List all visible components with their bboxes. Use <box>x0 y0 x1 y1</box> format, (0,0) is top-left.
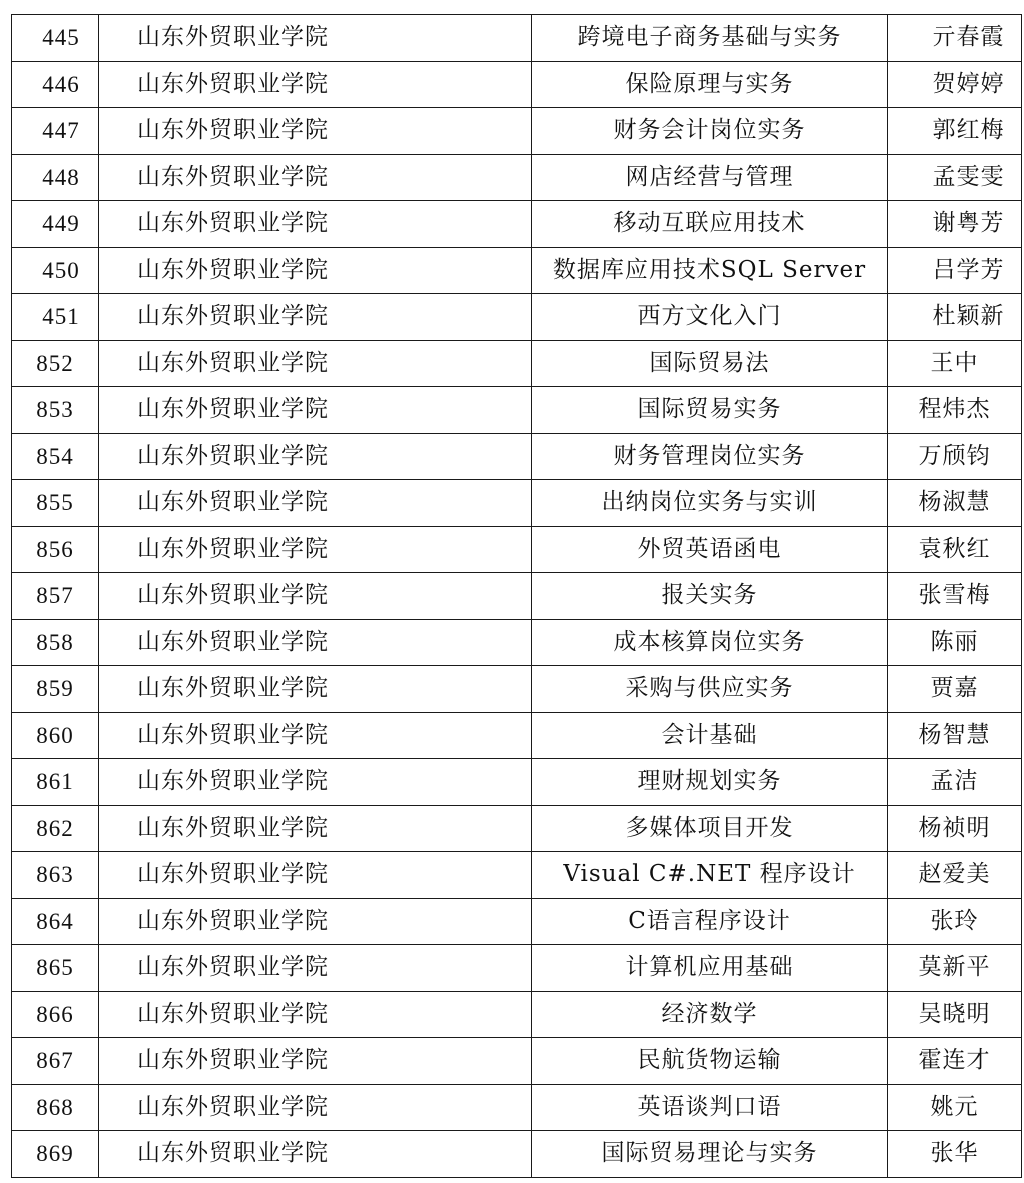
row-number-cell <box>12 1131 99 1178</box>
teacher-cell-text: 孟洁 <box>930 768 979 795</box>
teacher-cell-text: 贺婷婷 <box>932 70 1005 97</box>
school-cell-text: 山东外贸职业学院 <box>137 861 329 888</box>
row-number-cell <box>12 294 99 341</box>
school-cell <box>99 1131 532 1178</box>
row-number-cell-text: 858 <box>36 629 74 655</box>
teacher-cell <box>888 619 1022 666</box>
course-cell <box>532 898 888 945</box>
course-cell <box>532 154 888 201</box>
school-cell-text: 山东外贸职业学院 <box>137 675 329 702</box>
school-cell <box>99 480 532 527</box>
row-number-cell <box>12 945 99 992</box>
teacher-cell <box>888 480 1022 527</box>
teacher-cell-text: 陈丽 <box>930 628 979 655</box>
table-row <box>12 15 1022 62</box>
school-cell-text: 山东外贸职业学院 <box>137 70 329 97</box>
teacher-cell-text: 吴晓明 <box>918 1000 991 1027</box>
row-number-cell-text: 866 <box>36 1001 74 1027</box>
table-row <box>12 61 1022 108</box>
teacher-cell <box>888 433 1022 480</box>
row-number-cell <box>12 619 99 666</box>
school-cell-text: 山东外贸职业学院 <box>137 1093 329 1120</box>
school-cell-text: 山东外贸职业学院 <box>137 814 329 841</box>
teacher-cell-text: 贾嘉 <box>930 675 979 702</box>
teacher-cell-text: 莫新平 <box>918 954 991 981</box>
table-row <box>12 247 1022 294</box>
course-cell <box>532 666 888 713</box>
row-number-cell-text: 860 <box>36 722 74 748</box>
row-number-cell-text: 868 <box>36 1094 74 1120</box>
school-cell-text: 山东外贸职业学院 <box>137 1000 329 1027</box>
row-number-cell-text: 853 <box>36 397 74 423</box>
teacher-cell <box>888 1038 1022 1085</box>
school-cell-text: 山东外贸职业学院 <box>137 582 329 609</box>
school-cell-text: 山东外贸职业学院 <box>137 349 329 376</box>
course-cell-text: 计算机应用基础 <box>625 954 794 981</box>
course-cell-text: 成本核算岗位实务 <box>613 628 806 655</box>
course-cell <box>532 1084 888 1131</box>
teacher-cell <box>888 759 1022 806</box>
table-row <box>12 340 1022 387</box>
school-cell <box>99 1084 532 1131</box>
course-cell-text: 国际贸易法 <box>649 349 770 376</box>
school-cell <box>99 433 532 480</box>
table-row <box>12 898 1022 945</box>
course-cell <box>532 573 888 620</box>
table-row <box>12 433 1022 480</box>
school-cell <box>99 247 532 294</box>
school-cell-text: 山东外贸职业学院 <box>137 163 329 190</box>
row-number-cell <box>12 526 99 573</box>
teacher-cell <box>888 1131 1022 1178</box>
row-number-cell <box>12 1084 99 1131</box>
row-number-cell <box>12 666 99 713</box>
school-cell <box>99 340 532 387</box>
course-cell-text: 多媒体项目开发 <box>625 814 794 841</box>
teacher-cell <box>888 852 1022 899</box>
course-cell-text: 出纳岗位实务与实训 <box>601 489 818 516</box>
table-row <box>12 108 1022 155</box>
table-row <box>12 1084 1022 1131</box>
school-cell-text: 山东外贸职业学院 <box>137 256 329 283</box>
school-cell-text: 山东外贸职业学院 <box>137 117 329 144</box>
school-cell <box>99 898 532 945</box>
row-number-cell-text: 865 <box>36 955 74 981</box>
row-number-cell-text: 450 <box>42 257 80 283</box>
teacher-cell <box>888 573 1022 620</box>
row-number-cell <box>12 898 99 945</box>
course-cell <box>532 712 888 759</box>
school-cell <box>99 712 532 759</box>
teacher-cell-text: 张雪梅 <box>918 582 991 609</box>
row-number-cell <box>12 991 99 1038</box>
table-row <box>12 573 1022 620</box>
teacher-cell-text: 万颀钧 <box>918 442 991 469</box>
school-cell-text: 山东外贸职业学院 <box>137 628 329 655</box>
teacher-cell <box>888 294 1022 341</box>
course-cell-text: 国际贸易理论与实务 <box>601 1140 818 1167</box>
teacher-cell-text: 赵爱美 <box>918 861 991 888</box>
row-number-cell-text: 859 <box>36 676 74 702</box>
school-cell <box>99 201 532 248</box>
school-cell <box>99 387 532 434</box>
row-number-cell-text: 451 <box>42 304 80 330</box>
school-cell-text: 山东外贸职业学院 <box>137 442 329 469</box>
course-cell <box>532 945 888 992</box>
row-number-cell <box>12 387 99 434</box>
table-row <box>12 480 1022 527</box>
school-cell-text: 山东外贸职业学院 <box>137 768 329 795</box>
table-row <box>12 712 1022 759</box>
school-cell <box>99 666 532 713</box>
course-cell-text: Visual C#.NET 程序设计 <box>563 861 856 888</box>
teacher-cell <box>888 666 1022 713</box>
school-cell <box>99 805 532 852</box>
course-cell <box>532 852 888 899</box>
school-cell <box>99 619 532 666</box>
course-cell-text: 西方文化入门 <box>637 303 782 330</box>
school-cell-text: 山东外贸职业学院 <box>137 489 329 516</box>
row-number-cell <box>12 573 99 620</box>
course-cell-text: 理财规划实务 <box>637 768 782 795</box>
school-cell <box>99 526 532 573</box>
table-row <box>12 805 1022 852</box>
row-number-cell-text: 862 <box>36 815 74 841</box>
course-cell-text: 跨境电子商务基础与实务 <box>577 24 842 51</box>
school-cell <box>99 154 532 201</box>
teacher-cell-text: 杨智慧 <box>918 721 991 748</box>
school-cell <box>99 852 532 899</box>
row-number-cell-text: 447 <box>42 118 80 144</box>
course-cell-text: 数据库应用技术SQL Server <box>552 256 867 283</box>
course-table <box>11 14 1022 1178</box>
course-cell-text: 会计基础 <box>661 721 758 748</box>
teacher-cell-text: 亓春霞 <box>932 24 1005 51</box>
school-cell-text: 山东外贸职业学院 <box>137 24 329 51</box>
course-cell <box>532 619 888 666</box>
course-cell <box>532 108 888 155</box>
school-cell-text: 山东外贸职业学院 <box>137 303 329 330</box>
teacher-cell-text: 杜颖新 <box>932 303 1005 330</box>
school-cell <box>99 991 532 1038</box>
row-number-cell-text: 852 <box>36 350 74 376</box>
row-number-cell-text: 445 <box>42 25 80 51</box>
row-number-cell <box>12 480 99 527</box>
school-cell <box>99 61 532 108</box>
course-cell <box>532 294 888 341</box>
course-cell <box>532 759 888 806</box>
course-cell <box>532 433 888 480</box>
teacher-cell-text: 孟雯雯 <box>932 163 1005 190</box>
school-cell-text: 山东外贸职业学院 <box>137 907 329 934</box>
school-cell <box>99 15 532 62</box>
teacher-cell-text: 杨祯明 <box>918 814 991 841</box>
row-number-cell <box>12 340 99 387</box>
course-cell-text: 网店经营与管理 <box>625 163 794 190</box>
school-cell <box>99 759 532 806</box>
teacher-cell <box>888 945 1022 992</box>
row-number-cell <box>12 759 99 806</box>
table-row <box>12 294 1022 341</box>
school-cell-text: 山东外贸职业学院 <box>137 1140 329 1167</box>
teacher-cell <box>888 247 1022 294</box>
row-number-cell <box>12 108 99 155</box>
row-number-cell-text: 857 <box>36 583 74 609</box>
row-number-cell-text: 448 <box>42 164 80 190</box>
table-row <box>12 201 1022 248</box>
course-cell-text: C语言程序设计 <box>628 907 791 934</box>
teacher-cell-text: 谢粤芳 <box>932 210 1005 237</box>
row-number-cell <box>12 15 99 62</box>
row-number-cell-text: 854 <box>36 443 74 469</box>
teacher-cell <box>888 712 1022 759</box>
course-cell-text: 财务会计岗位实务 <box>613 117 806 144</box>
teacher-cell-text: 袁秋红 <box>918 535 991 562</box>
teacher-cell-text: 杨淑慧 <box>918 489 991 516</box>
table-row <box>12 945 1022 992</box>
row-number-cell-text: 449 <box>42 211 80 237</box>
teacher-cell-text: 张玲 <box>930 907 979 934</box>
course-cell-text: 经济数学 <box>661 1000 758 1027</box>
row-number-cell-text: 446 <box>42 71 80 97</box>
row-number-cell <box>12 247 99 294</box>
school-cell <box>99 573 532 620</box>
table-row <box>12 1131 1022 1178</box>
table-row <box>12 154 1022 201</box>
row-number-cell-text: 861 <box>36 769 74 795</box>
row-number-cell-text: 867 <box>36 1048 74 1074</box>
school-cell-text: 山东外贸职业学院 <box>137 210 329 237</box>
teacher-cell <box>888 61 1022 108</box>
course-cell <box>532 15 888 62</box>
row-number-cell <box>12 712 99 759</box>
row-number-cell <box>12 201 99 248</box>
teacher-cell <box>888 805 1022 852</box>
teacher-cell <box>888 1084 1022 1131</box>
course-cell-text: 国际贸易实务 <box>637 396 782 423</box>
course-cell-text: 民航货物运输 <box>637 1047 782 1074</box>
table-row <box>12 619 1022 666</box>
teacher-cell-text: 程炜杰 <box>918 396 991 423</box>
course-cell-text: 报关实务 <box>661 582 758 609</box>
table-row <box>12 852 1022 899</box>
row-number-cell <box>12 805 99 852</box>
teacher-cell <box>888 340 1022 387</box>
teacher-cell <box>888 991 1022 1038</box>
school-cell-text: 山东外贸职业学院 <box>137 721 329 748</box>
course-cell <box>532 1131 888 1178</box>
course-cell <box>532 526 888 573</box>
row-number-cell-text: 856 <box>36 536 74 562</box>
school-cell <box>99 945 532 992</box>
teacher-cell-text: 张华 <box>930 1140 979 1167</box>
row-number-cell-text: 863 <box>36 862 74 888</box>
course-cell <box>532 61 888 108</box>
row-number-cell <box>12 852 99 899</box>
table-row <box>12 387 1022 434</box>
school-cell-text: 山东外贸职业学院 <box>137 535 329 562</box>
course-cell <box>532 1038 888 1085</box>
course-cell <box>532 991 888 1038</box>
course-cell-text: 财务管理岗位实务 <box>613 442 806 469</box>
table-row <box>12 666 1022 713</box>
course-cell-text: 保险原理与实务 <box>625 70 794 97</box>
row-number-cell-text: 855 <box>36 490 74 516</box>
school-cell-text: 山东外贸职业学院 <box>137 396 329 423</box>
teacher-cell <box>888 15 1022 62</box>
row-number-cell <box>12 154 99 201</box>
school-cell-text: 山东外贸职业学院 <box>137 1047 329 1074</box>
teacher-cell <box>888 387 1022 434</box>
course-cell <box>532 387 888 434</box>
course-cell-text: 英语谈判口语 <box>637 1093 782 1120</box>
teacher-cell <box>888 154 1022 201</box>
teacher-cell-text: 王中 <box>930 349 979 376</box>
table-row <box>12 759 1022 806</box>
teacher-cell <box>888 526 1022 573</box>
course-cell-text: 移动互联应用技术 <box>613 210 806 237</box>
course-cell <box>532 201 888 248</box>
school-cell <box>99 294 532 341</box>
table-row <box>12 991 1022 1038</box>
course-cell <box>532 340 888 387</box>
course-cell <box>532 247 888 294</box>
row-number-cell-text: 864 <box>36 908 74 934</box>
row-number-cell <box>12 61 99 108</box>
school-cell <box>99 1038 532 1085</box>
teacher-cell <box>888 898 1022 945</box>
teacher-cell-text: 姚元 <box>930 1093 979 1120</box>
teacher-cell-text: 霍连才 <box>918 1047 991 1074</box>
school-cell-text: 山东外贸职业学院 <box>137 954 329 981</box>
table-row <box>12 526 1022 573</box>
school-cell <box>99 108 532 155</box>
course-cell-text: 采购与供应实务 <box>625 675 794 702</box>
course-cell-text: 外贸英语函电 <box>637 535 782 562</box>
teacher-cell <box>888 201 1022 248</box>
table-row <box>12 1038 1022 1085</box>
course-cell <box>532 805 888 852</box>
teacher-cell-text: 郭红梅 <box>932 117 1005 144</box>
row-number-cell <box>12 1038 99 1085</box>
table-body <box>12 15 1022 1178</box>
course-cell <box>532 480 888 527</box>
teacher-cell-text: 吕学芳 <box>932 256 1005 283</box>
row-number-cell <box>12 433 99 480</box>
teacher-cell <box>888 108 1022 155</box>
row-number-cell-text: 869 <box>36 1141 74 1167</box>
